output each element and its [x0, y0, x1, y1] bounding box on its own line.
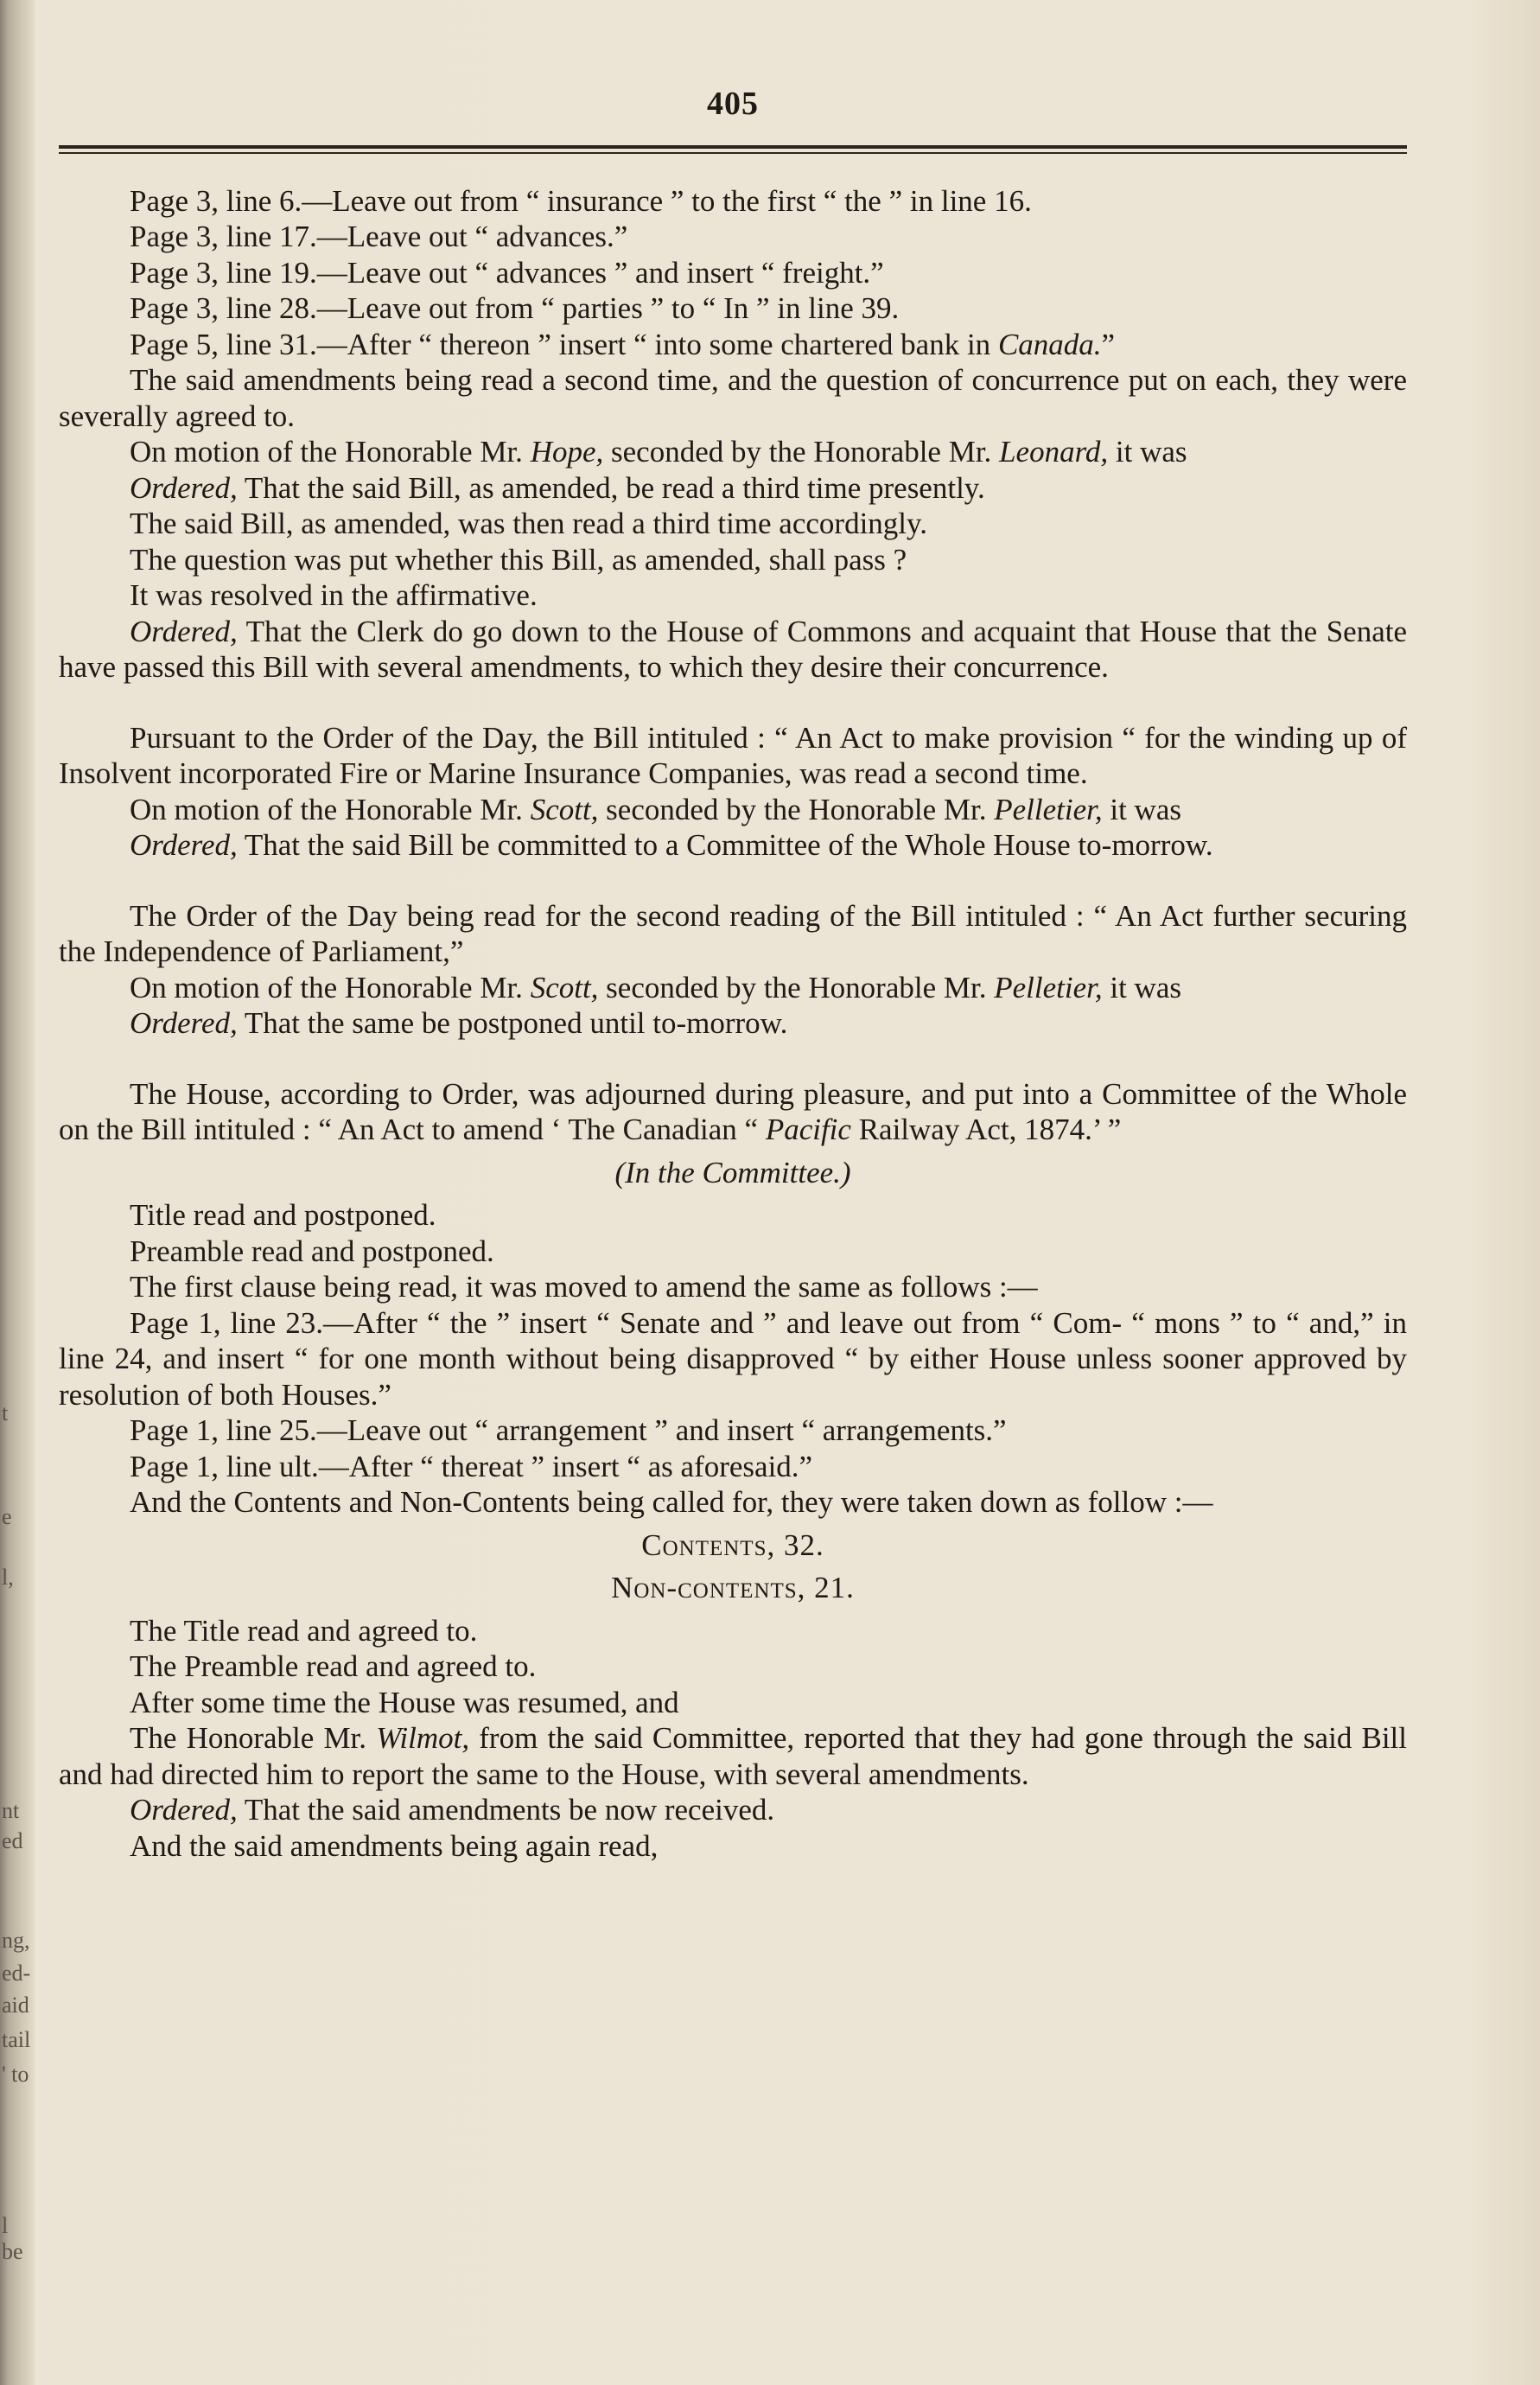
text-run: seconded by the Honorable Mr. — [598, 970, 995, 1004]
text-run: ” — [1101, 327, 1116, 361]
header-rule-thin — [59, 152, 1407, 154]
italic-run: Scott, — [530, 792, 599, 826]
amendment-line: Page 3, line 6.—Leave out from “ insurance ” to the first “ the ” in line 16. — [130, 183, 1032, 218]
italic-run: Pacific — [765, 1113, 851, 1146]
order-paragraph — [59, 1792, 1407, 1828]
amendment-line: Page 1, line 23.—After “ the ” insert “ Senate and ” and leave out from “ Com- “ mons ” to “ and,” in line 24, and insert “ for one month without being disapproved “ by either House unless sooner approved by resolution of both Houses.” — [59, 1305, 1407, 1412]
text-run: from the said Committee, reported that they had gone through the said Bill and had directed him to report the same to the House, with several amendments. — [59, 1721, 1407, 1791]
italic-run: Hope, — [530, 435, 604, 469]
paragraph: Pursuant to the Order of the Day, the Bill intituled : “ An Act to make provision “ for the winding up of Insolvent incorporated Fire or Marine Insurance Companies, was read a second time. — [59, 720, 1407, 790]
paragraph: And the said amendments being again read, — [130, 1828, 659, 1863]
text-run: That the same be postponed until to-morrow. — [237, 1006, 788, 1040]
spacer — [59, 1148, 1407, 1155]
amendment-line: Page 3, line 19.—Leave out “ advances ” and insert “ freight.” — [130, 255, 884, 290]
margin-fragment: l, — [2, 1565, 14, 1590]
text-run: That the said Bill, as amended, be read a third time presently. — [237, 470, 985, 505]
paragraph: The said Bill, as amended, was then read a third time accordingly. — [130, 507, 927, 540]
margin-fragment: ' to — [2, 2062, 29, 2087]
page-content — [59, 86, 1407, 1864]
order-paragraph — [59, 470, 1407, 507]
spacer — [59, 1190, 1407, 1197]
italic-run: Ordered, — [130, 828, 238, 862]
text-run: it was — [1102, 970, 1181, 1004]
report-paragraph — [59, 1720, 1407, 1792]
paragraph: Preamble read and postponed. — [130, 1234, 494, 1268]
text-run: That the said Bill be committed to a Committee of the Whole House to-morrow. — [237, 828, 1213, 862]
paragraph — [59, 1076, 1407, 1148]
paragraph: And the Contents and Non-Contents being called for, they were taken down as follow :— — [130, 1485, 1213, 1519]
amendment-line: Page 3, line 28.—Leave out from “ parties ” to “ In ” in line 39. — [130, 291, 900, 325]
margin-fragment: tail — [2, 2027, 31, 2052]
margin-fragment: ed — [2, 1828, 23, 1853]
italic-run: Ordered, — [130, 1006, 238, 1040]
amendment-line: Page 1, line 25.—Leave out “ arrangement ” and insert “ arrangements.” — [130, 1413, 1007, 1447]
motion-paragraph — [59, 970, 1407, 1006]
paragraph: The first clause being read, it was moved to amend the same as follows :— — [130, 1270, 1038, 1304]
italic-run: Pelletier, — [994, 970, 1103, 1004]
amendment-line — [59, 327, 1407, 363]
paragraph: Title read and postponed. — [130, 1198, 436, 1232]
amendment-line: Page 3, line 17.—Leave out “ advances.” — [130, 220, 628, 253]
italic-run: Ordered, — [130, 470, 238, 505]
text-run: seconded by the Honorable Mr. — [598, 792, 995, 826]
text-run: On motion of the Honorable Mr. — [130, 970, 531, 1004]
section-gap — [59, 686, 1407, 720]
section-gap — [59, 1042, 1407, 1076]
italic-run: Wilmot, — [376, 1721, 470, 1755]
margin-fragment: ng, — [2, 1928, 30, 1953]
margin-fragment: nt — [2, 1798, 20, 1823]
paragraph: The Preamble read and agreed to. — [130, 1649, 537, 1683]
motion-paragraph — [59, 434, 1407, 470]
section-gap — [59, 864, 1407, 898]
paragraph: The question was put whether this Bill, as amended, shall pass ? — [130, 542, 907, 577]
margin-fragment: ed- — [2, 1961, 31, 1986]
text-run: That the said amendments be now received. — [237, 1793, 775, 1827]
text-run: The House, according to Order, was adjourned during pleasure, and put into a Committee of the Whole on the Bill intituled : “ An Act to amend ‘ The Canadian “ — [59, 1076, 1407, 1146]
text-run: That the Clerk do go down to the House of Commons and acquaint that House that the Senate have passed this Bill with several amendments, to which they desire their concurrence. — [59, 614, 1407, 684]
spacer — [59, 1521, 1407, 1527]
paragraph: It was resolved in the affirmative. — [130, 578, 538, 612]
order-paragraph — [59, 614, 1407, 686]
order-paragraph — [59, 827, 1407, 864]
header-rule-thick — [59, 145, 1407, 149]
noncontents-count: Non-contents, 21. — [611, 1571, 855, 1604]
text-run: it was — [1108, 435, 1187, 469]
text-run: seconded by the Honorable Mr. — [603, 435, 1000, 469]
text-run: it was — [1102, 792, 1181, 826]
text-run: On motion of the Honorable Mr. — [130, 435, 531, 469]
committee-heading: (In the Committee.) — [614, 1155, 851, 1189]
contents-count: Contents, 32. — [641, 1527, 824, 1562]
italic-run: Leonard, — [999, 435, 1109, 469]
margin-fragment: l be — [2, 2213, 23, 2264]
spacer — [59, 1563, 1407, 1570]
margin-fragment: e — [2, 1504, 12, 1529]
paragraph: The Title read and agreed to. — [130, 1613, 478, 1648]
order-paragraph — [59, 1005, 1407, 1042]
amendment-line: Page 1, line ult.—After “ thereat ” insert “ as aforesaid.” — [130, 1449, 813, 1483]
italic-run: Ordered, — [130, 614, 238, 648]
margin-fragment: aid — [2, 1993, 29, 2018]
text-run: Railway Act, 1874.’ ” — [850, 1113, 1122, 1146]
text-run: On motion of the Honorable Mr. — [130, 792, 531, 826]
paragraph: After some time the House was resumed, and — [130, 1685, 679, 1719]
italic-run: Ordered, — [130, 1793, 238, 1827]
paragraph: The Order of the Day being read for the second reading of the Bill intituled : “ An Act further securing the Independence of Parliament,” — [59, 898, 1407, 968]
margin-fragment: t — [2, 1400, 9, 1425]
page-number: 405 — [707, 86, 759, 122]
text-run: Page 5, line 31.—After “ thereon ” insert “ into some chartered bank in — [130, 327, 998, 361]
spacer — [59, 1606, 1407, 1613]
text-run: The Honorable Mr. — [130, 1721, 377, 1755]
motion-paragraph — [59, 792, 1407, 828]
paragraph: The said amendments being read a second time, and the question of concurrence put on each, they were severally agreed to. — [59, 363, 1407, 433]
italic-run: Canada. — [997, 327, 1102, 361]
italic-run: Scott, — [530, 970, 599, 1004]
italic-run: Pelletier, — [994, 792, 1103, 826]
